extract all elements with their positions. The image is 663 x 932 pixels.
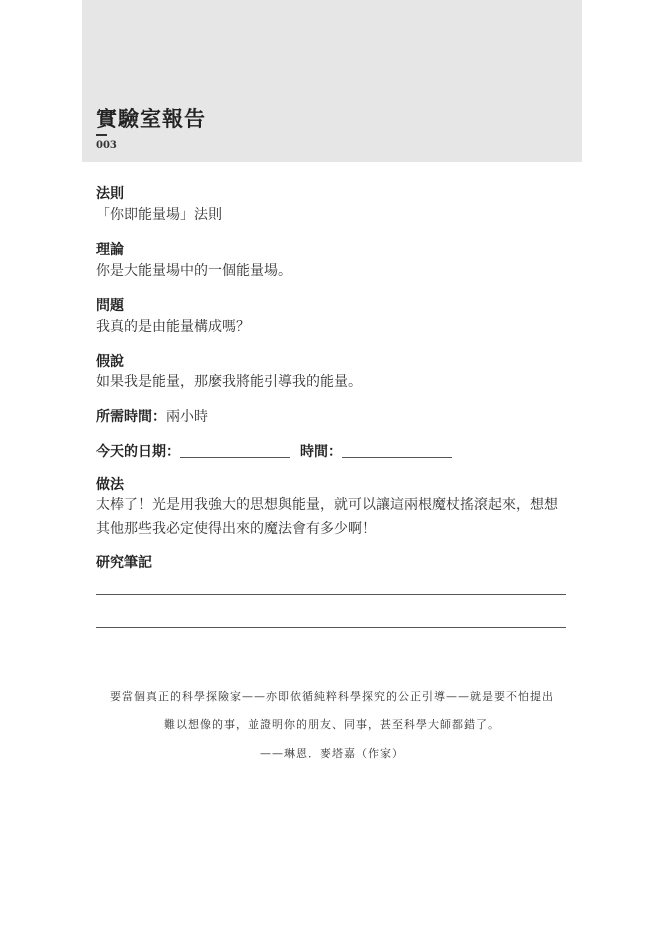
hypothesis-label: 假說: [96, 354, 124, 370]
date-time-row: [96, 441, 462, 461]
question-text: 我真的是由能量構成嗎？: [96, 319, 250, 335]
method-label: 做法: [96, 477, 124, 493]
method-text-line1: 太棒了！光是用我強大的思想與能量，就可以讓這兩根魔杖搖滾起來，想想: [96, 497, 558, 513]
quote-line-1: 要當個真正的科學探險家——亦即依循純粹科學探究的公正引導——就是要不怕提出: [110, 690, 554, 703]
law-label: 法則: [96, 186, 124, 202]
time-required-label: 所需時間：: [96, 409, 166, 425]
notes-label: 研究筆記: [96, 555, 152, 571]
quote-attribution: ——琳恩．麥塔嘉（作家）: [260, 747, 404, 760]
theory-text: 你是大能量場中的一個能量場。: [96, 263, 292, 279]
question-label: 問題: [96, 298, 124, 314]
notes-line[interactable]: [96, 594, 566, 595]
report-number: 003: [96, 140, 117, 151]
theory-label: 理論: [96, 242, 124, 258]
time-required-value: 兩小時: [166, 409, 208, 425]
title-rule: [96, 134, 107, 136]
method-text-line2: 其他那些我必定使得出來的魔法會有多少啊！: [96, 521, 376, 537]
date-blank-line[interactable]: [180, 443, 290, 458]
law-text: 「你即能量場」法則: [96, 207, 222, 223]
time-blank-line[interactable]: [342, 443, 452, 458]
time-required-row: [96, 406, 208, 426]
date-label: 今天的日期：: [96, 444, 180, 460]
page-title: 實驗室報告: [96, 106, 206, 131]
method-text: [96, 493, 576, 541]
header-block: [82, 0, 582, 162]
time-label: 時間：: [300, 444, 342, 460]
hypothesis-text: 如果我是能量，那麼我將能引導我的能量。: [96, 374, 362, 390]
quote-line-2: 難以想像的事，並證明你的朋友、同事，甚至科學大師都錯了。: [164, 718, 500, 731]
notes-line[interactable]: [96, 627, 566, 628]
